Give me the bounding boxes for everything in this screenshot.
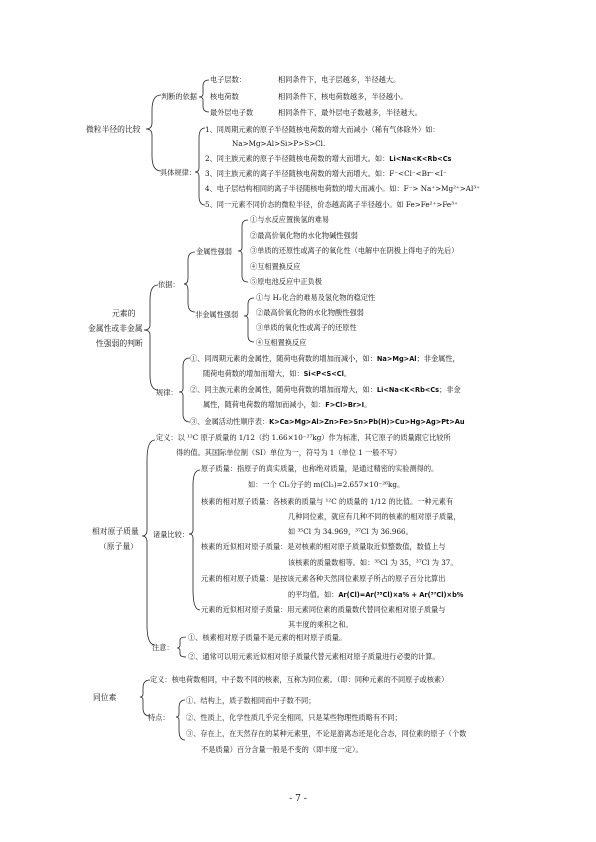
s1-rule-4: 4、电子层结构相同的离子半径随核电荷数的增大而减小。如：F⁻> Na⁺>Mg²⁺>Al³⁺ [205,184,480,193]
s2-nonmetal-1: ①与 H₂化合的难易及氢化物的稳定性 [256,293,376,302]
s4-feature-1: ①、结构上，质子数相同而中子数不同； [186,696,316,705]
s3-element-mass-1: 元素的相对原子质量：是按该元素各种天然同位素原子所占的原子百分比算出 [201,574,446,583]
s3-nuclide-mass-3: 如 ³⁵Cl 为 34.969，³⁷Cl 为 36.966。 [288,527,413,536]
s2-metal-1: ①与水反应置换氢的难易 [250,215,330,224]
s2-metal-4: ④互相置换反应 [250,262,301,271]
bracket-s1-rules [195,128,205,205]
s3-note-label: 注意： [152,643,174,652]
s2-basis-label: 依据： [158,280,180,289]
s2-law-3: ③、金属活动性顺序表：K>Ca>Mg>Al>Zn>Fe>Sn>Pb(H)>Cu>Hg>Ag>Pt>Au [190,417,465,426]
bracket-s2-basis [184,252,195,312]
s1-r2-text: 相同条件下，核电荷数越多，半径越小。 [278,92,408,101]
s3-note-2: ②、通常可以用元素近似相对原子质量代替元素相对原子质量进行必要的计算。 [188,652,440,661]
s2-metal-2: ②最高价氧化物的水化物碱性强弱 [250,231,358,240]
s1-title: 微粒半径的比较 [86,125,141,134]
s4-title: 同位素 [93,693,117,702]
bracket-s2-nonmetal [244,298,254,342]
s1-judge-label: 判断的依据 [161,92,197,101]
s1-r1-label: 电子层数： [210,75,246,84]
s1-rule-1: 1、同周期元素的原子半径随核电荷数的增大而减小（稀有气体除外）如： [205,125,440,134]
bracket-s4-main [140,680,150,716]
s3-atom-mass-1: 原子质量：指原子的真实质量，也称绝对质量，是通过精密的实验测得的。 [201,464,439,473]
s3-title: 相对原子质量 [92,527,139,536]
s2-law-label: 规律： [156,388,178,397]
s2-metal-label: 金属性强弱 [196,247,232,256]
s2-law-2a: ②、同主族元素的金属性，随荷电荷数的增加而增大，如：Li<Na<K<Rb<Cs；非金 [190,385,461,394]
s3-approx-nuclide-2: 该核素的质量数相等。如：³⁵Cl 为 35，³⁷Cl 为 37。 [288,558,458,567]
s4-feature-3a: ③、存在上，在天然存在的某种元素里，不论是游离态还是化合态，同位素的原子（个数 [186,729,467,738]
s2-metal-5: ⑤原电池反应中正负极 [250,277,322,286]
s3-title-sub: （原子量） [99,542,138,551]
s2-metal-3: ③单质的还原性或离子的氧化性（电解中在阴极上得电子的先后） [250,246,459,255]
s3-atom-mass-2: 如：一个 Cl₂分子的 m(Cl₂)=2.657×10⁻²⁶kg。 [248,480,405,489]
s4-feature-label: 特点： [148,713,170,722]
s3-nuclide-mass-2: 几种同位素，就应有几种不同的核素的相对原子质量， [288,512,461,521]
s1-rule-5: 5、同一元素不同价态的微粒半径，价态越高离子半径越小。如 Fe>Fe²⁺>Fe³⁺ [205,200,458,209]
s3-approx-element-1: 元素的近似相对原子质量：用元素同位素的质量数代替同位素相对原子质量与 [201,605,446,614]
bracket-s3-note [177,637,186,657]
s2-law-1a: ①、同周期元素的金属性，随荷电荷数的增加而减小，如：Na>Mg>Al；非金属性， [190,354,460,363]
s1-rules-label: 具体规律： [160,168,196,177]
s3-element-mass-2: 的平均值。如：Ar(Cl)=Ar(³⁵Cl)×a% + Ar(³⁷Cl)×b% [288,590,464,599]
s1-rule-1-example: Na>Mg>Al>Si>P>S>Cl. [232,139,326,148]
bracket-s3-main [142,440,155,645]
s2-title-2: 金属性或非金属 [88,324,143,333]
s2-law-2b: 属性，随荷电荷数的增加而减小，如：F>Cl>Br>I。 [203,400,372,409]
s3-approx-element-2: 其丰度的乘积之和。 [288,620,353,629]
bracket-s2-metal [238,220,248,282]
bracket-s2-main [144,285,158,390]
s2-nonmetal-4: ④互相置换反应 [256,338,307,347]
s1-rule-3: 3、同主族元素的离子半径随核电荷数的增大而增大。如：F⁻<Cl⁻<Br⁻<I⁻ [205,169,447,178]
s2-nonmetal-3: ③单质的氧化性或离子的还原性 [256,323,357,332]
s4-feature-3b: 不是质量）百分含量一般是不变的（即丰度一定）。 [201,745,363,754]
s3-compare-label: 诸量比较： [153,530,189,539]
s4-feature-2: ②、性质上，化学性质几乎完全相同，只是某些物理性质略有不同； [186,713,402,722]
s2-title-3: 性强弱的判断 [96,339,143,348]
s1-r1-text: 相同条件下，电子层越多，半径越大。 [278,75,401,84]
bracket-s3-cmp [189,470,200,610]
s3-definition-2: 得的值。其国际单位制（SI）单位为一，符号为 1（单位 1 一般不写） [176,448,402,457]
bracket-s1-main [146,95,161,171]
bracket-s2-law [179,358,190,422]
s3-note-1: ①、核素相对原子质量不是元素的相对原子质量。 [188,633,347,642]
s2-law-1b: 随荷电荷数的增加而增大，如：Si<P<S<Cl。 [203,369,352,378]
s1-r2-label: 核电荷数 [210,92,239,101]
bracket-s4-feat [176,700,185,740]
s1-r3-text: 相同条件下，最外层电子数越多，半径越大。 [278,108,422,117]
bracket-s1-judge [199,80,209,112]
s4-definition: 定义：核电荷数相同，中子数不同的核素，互称为同位素。（即：同种元素的不同原子或核素） [150,675,449,684]
s2-nonmetal-label: 非金属性强弱 [195,310,239,319]
s3-approx-nuclide-1: 核素的近似相对原子质量：是对核素的相对原子质量取近似整数值，数值上与 [201,542,446,551]
s2-title-1: 元素的 [112,309,136,318]
page-number: - 7 - [289,794,307,804]
s3-definition-1: 定义：以 ¹²C 原子质量的 1/12（约 1.66×10⁻²⁷kg）作为标准，其它原子的质量跟它比较所 [156,433,451,442]
s2-nonmetal-2: ②最高价氧化物的水化物酸性强弱 [256,308,364,317]
s1-rule-2: 2、同主族元素的原子半径随核电荷数的增大而增大。如：Li<Na<K<Rb<Cs [205,154,452,163]
s3-nuclide-mass-1: 核素的相对原子质量：各核素的质量与 ¹²C 的质量的 1/12 的比值。一种元素有 [201,497,454,506]
s1-r3-label: 最外层电子数 [210,108,254,117]
